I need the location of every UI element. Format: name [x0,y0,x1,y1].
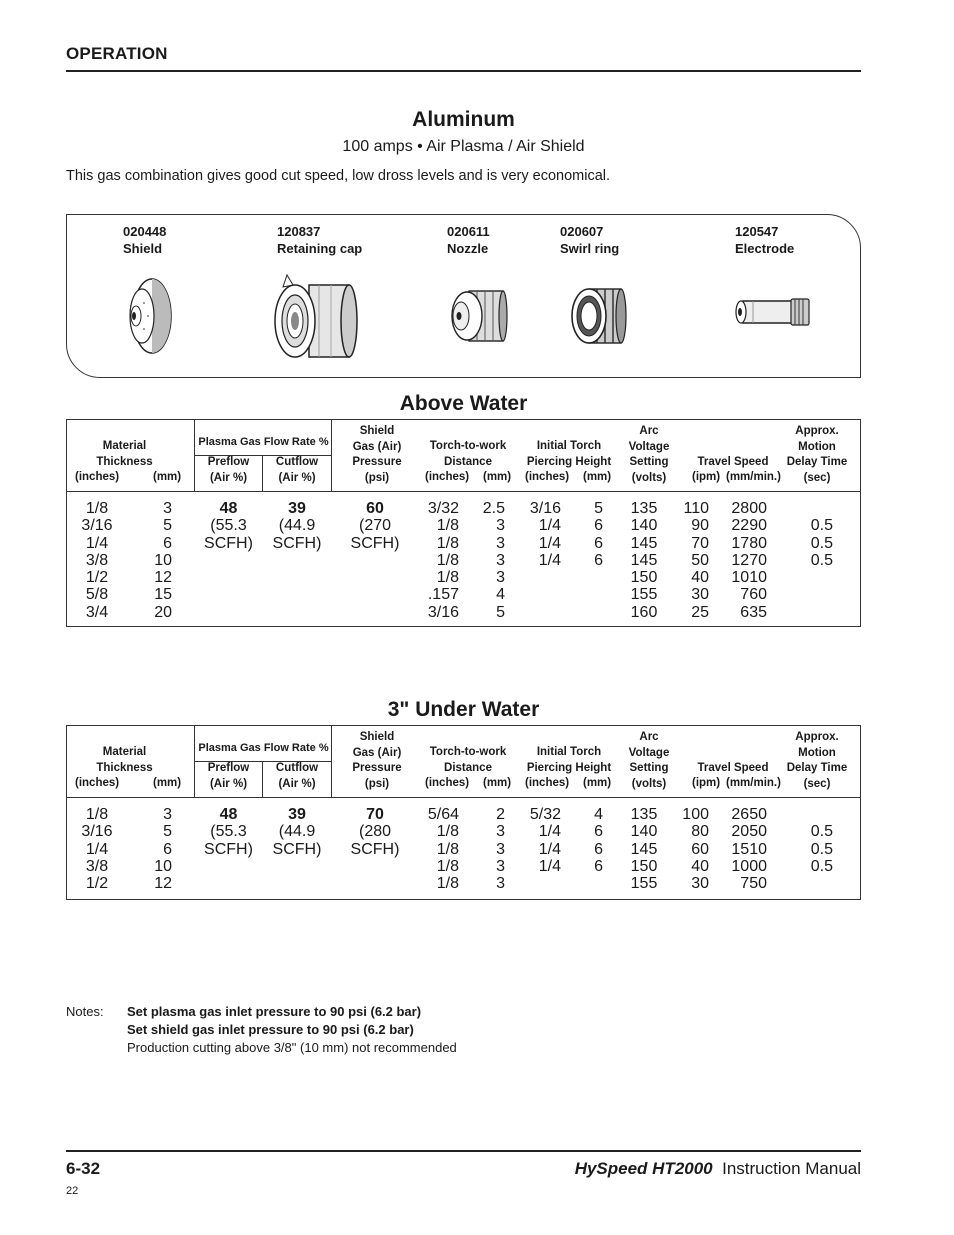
preflow-column [195,806,262,858]
table-cell: 110 [683,500,709,517]
consumables-panel [66,214,861,378]
table-cell: SCFH) [204,840,253,858]
table-cell: 30 [691,875,709,893]
torch-mm-column [467,500,505,621]
table-cell: 3/16 [427,603,459,621]
table-cell: 15 [154,586,172,604]
thickness-inches-column [72,806,122,892]
shield-gas-header: Shield Gas (Air) Pressure (psi) [352,731,402,790]
table-cell: 4 [496,586,505,604]
notes-lines [127,1003,457,1057]
table-cell: 1/8 [436,840,459,858]
table-cell: 4 [594,806,603,823]
part-number: 020611 [447,224,490,239]
mm-min-column [717,806,767,892]
table-cell: SCFH) [272,534,322,552]
table-cell: 90 [691,517,709,535]
torch-distance-header: Torch-to-work Distance [429,746,507,774]
table-cell: 3/16 [81,517,113,535]
table-cell: 5 [594,500,603,517]
thickness-inches-column [72,500,122,621]
table-cell: 1/4 [538,857,561,875]
part-name: Electrode [735,241,795,256]
table-cell: 0.5 [810,551,833,569]
table-cell: 145 [630,534,658,552]
table-cell: 25 [691,603,709,621]
table-cell: 12 [154,875,172,893]
pierce-height-header: Initial Torch Piercing Height [526,440,612,468]
manual-label: Instruction Manual [722,1159,861,1178]
table-cell: 5 [496,603,505,621]
part-number: 120837 [277,224,321,239]
table-cell: 150 [630,569,658,587]
material-subtitle: 100 amps • Air Plasma / Air Shield [342,138,585,155]
table-cell: 1510 [731,840,767,858]
table-cell: 3 [496,875,505,893]
table-cell: 135 [630,500,658,517]
table-cell: 1000 [731,857,767,875]
table-cell: 1/8 [436,569,459,587]
pierce-inches-column [517,806,561,875]
pierce-inches-column [517,500,561,569]
under-water-table: Material Thickness (inches) (mm) Plasma Gas Flow Rate % Preflow (Air %) Cutflow (Air %) Shield Gas (Air) Pressure (psi) Torch-to-work Distance (inches) (mm) Initial Torch Piercing Height (inches) (mm) Arc Voltage Setting (volts) Travel Speed (ipm) (mm/min.) Approx. Motion Delay Time (sec) 1/8 3/16 1/4 3/8 1/2 3 5 6 10 12 48 (55.3 SCFH) 39 (44.9 SCFH) 70 (280 SCFH) 5/64 1/8 1/8 1/8 1/8 2 3 3 3 3 5/32 1/4 1/4 1/4 4 6 6 6 135 140 145 150 155 100 80 60 40 30 2650 2050 1510 1000 750 0.5 0.5 0.5 [66,725,861,900]
table-cell: 1/4 [538,534,561,552]
inches-header: (inches) [75,471,120,483]
above-water-title: Above Water [399,392,528,415]
table-cell [787,500,833,517]
table-cell: SCFH) [350,534,400,552]
table-cell: .157 [427,586,459,604]
table-cell: 10 [154,551,172,569]
table-cell: 1/8 [436,551,459,569]
table-cell: 2050 [731,823,767,841]
table-cell: 70 [691,534,709,552]
table-cell: 3 [163,806,172,823]
table-cell: 145 [630,551,658,569]
part-swirl-ring [560,223,619,257]
table-cell: 12 [154,569,172,587]
table-cell: 70 [366,806,384,823]
pierce-mm-column [567,500,603,569]
intro-text: This gas combination gives good cut speed, low dross levels and is very economical. [66,168,611,184]
preflow-column [195,500,262,552]
table-cell: 60 [366,500,384,517]
part-name: Retaining cap [277,241,363,256]
nozzle-icon [447,285,509,352]
travel-speed-header: Travel Speed [697,456,769,468]
table-cell: 2 [496,806,505,823]
table-cell: 80 [691,823,709,841]
table-cell: 0.5 [810,823,833,841]
table-cell: 3 [496,551,505,569]
table-cell: 1/8 [85,500,109,517]
shield-pressure-column [335,806,415,858]
table-cell: 1/8 [436,534,459,552]
table-cell: 2800 [731,500,767,517]
mm-header: (mm) [153,471,182,483]
ipm-column [677,500,709,621]
table-cell: 1/4 [538,823,561,841]
table-cell: 1/8 [436,857,459,875]
part-retaining-cap [277,223,362,257]
material-header: Material Thickness [96,440,153,468]
table-cell: 6 [594,551,603,569]
part-number: 020448 [123,224,167,239]
table-cell: 5/8 [85,586,109,604]
table-cell: 10 [154,857,172,875]
table-cell: 1/8 [436,823,459,841]
bottom-rule [66,1150,861,1152]
mm-min-column [717,500,767,621]
electrode-icon [731,295,813,334]
part-name: Shield [123,241,163,256]
thickness-mm-column [127,500,172,621]
table-cell: (55.3 [210,823,247,841]
delay-time-header: Approx. Motion Delay Time (sec) [786,425,848,484]
table-cell: 760 [740,586,767,604]
table-cell: 6 [594,840,603,858]
preflow-header: Preflow (Air %) [207,762,250,790]
cutflow-column [263,500,331,552]
table-cell: 135 [630,806,658,823]
table-cell: 1780 [731,534,767,552]
section-header: OPERATION [66,44,168,63]
torch-mm-column [467,806,505,892]
table-cell: 5/32 [529,806,561,823]
arc-voltage-header: Arc Voltage Setting (volts) [628,425,670,484]
table-cell: 6 [163,840,172,858]
table-cell: 155 [630,875,658,893]
manual-title [575,1159,861,1179]
table-cell: 1/4 [538,840,561,858]
table-cell: 5 [163,517,172,535]
table-cell: 48 [219,806,238,823]
table-cell: 1/4 [538,517,561,535]
table-cell: 0.5 [810,534,833,552]
table-cell: SCFH) [272,840,322,858]
small-page-number: 22 [66,1185,79,1197]
delay-time-header: Approx. Motion Delay Time (sec) [786,731,848,790]
arc-voltage-header: Arc Voltage Setting (volts) [628,731,670,790]
table-cell: 750 [740,875,767,893]
top-rule [66,70,861,72]
travel-speed-header: Travel Speed [697,762,769,774]
table-cell: 3 [496,823,505,841]
table-cell: 6 [594,517,603,535]
table-cell: 140 [630,823,658,841]
delay-column [787,500,833,569]
table-cell: (44.9 [278,823,316,841]
part-name: Swirl ring [560,241,620,256]
note-line: Production cutting above 3/8" (10 mm) not recommended [127,1040,457,1055]
delay-column [787,806,833,875]
table-cell: 100 [682,806,709,823]
table-cell: 0.5 [810,517,833,535]
above-water-table: Material Thickness (inches) (mm) Plasma Gas Flow Rate % Preflow (Air %) Cutflow (Air %) Shield Gas (Air) Pressure (psi) Torch-to-work Distance (inches) (mm) Initial Torch Piercing Height (inches) (mm) Arc Voltage Setting (volts) Travel Speed (ipm) (mm/min.) Approx. Motion Delay Time (sec) 1/8 3/16 1/4 3/8 1/2 5/8 3/4 3 5 6 10 12 15 20 48 (55.3 SCFH) 39 (44.9 SCFH) 60 (270 SCFH) 3/32 1/8 1/8 1/8 1/8 .157 3/16 2.5 3 3 3 3 4 5 3/16 1/4 1/4 1/4 5 6 6 6 135 140 145 145 150 155 160 110 90 70 50 40 30 25 2800 2290 1780 1270 1010 760 635 0.5 0.5 0.5 [66,419,861,627]
table-cell: 40 [691,857,709,875]
table-cell: 50 [691,551,709,569]
table-cell: 1/4 [85,840,109,858]
table-cell: 6 [594,534,603,552]
table-cell: 20 [154,603,172,621]
table-cell: 145 [630,840,658,858]
preflow-header: Preflow (Air %) [207,456,250,484]
table-cell [787,806,833,823]
table-cell: (270 [358,517,392,535]
arc-voltage-column [622,500,666,621]
table-cell: 1/2 [85,875,109,893]
table-cell: 160 [630,603,658,621]
table-cell: 0.5 [810,840,833,858]
table-cell: (280 [358,823,392,841]
shield-part-icon [122,275,174,362]
part-nozzle [447,223,490,257]
table-cell: 2.5 [482,500,505,517]
swirl-ring-icon [567,285,629,352]
table-cell: 1/4 [538,551,561,569]
table-cell: 6 [163,534,172,552]
part-shield [123,223,166,257]
cutflow-header: Cutflow (Air %) [275,456,319,484]
table-cell: 3 [496,534,505,552]
part-number: 020607 [560,224,604,239]
shield-pressure-column [335,500,415,552]
ipm-column [677,806,709,892]
material-header: Material Thickness [96,746,153,774]
part-name: Nozzle [447,241,489,256]
pierce-mm-column [567,806,603,875]
table-cell: 1/2 [85,569,109,587]
plasma-flow-header: Plasma Gas Flow Rate % [198,436,329,448]
part-number: 120547 [735,224,779,239]
note-line: Set plasma gas inlet pressure to 90 psi (6.2 bar) [127,1004,422,1019]
table-cell: 3 [496,857,505,875]
cutflow-header: Cutflow (Air %) [275,762,319,790]
table-cell: 635 [740,603,767,621]
table-cell: SCFH) [204,534,253,552]
table-cell: 2650 [731,806,767,823]
table-cell: 0.5 [810,857,833,875]
table-cell: 3/4 [85,603,109,621]
note-line: Set shield gas inlet pressure to 90 psi (6.2 bar) [127,1022,414,1037]
table-cell: 3/16 [81,823,113,841]
table-cell: 3/16 [529,500,561,517]
table-cell: 3 [496,840,505,858]
torch-inches-column [417,806,459,892]
pierce-height-header: Initial Torch Piercing Height [526,746,612,774]
cutflow-column [263,806,331,858]
notes-block [66,1003,861,1063]
table-cell: 3 [496,569,505,587]
table-cell: 6 [594,823,603,841]
table-cell: 3/8 [85,551,109,569]
material-title: Aluminum [412,108,515,131]
table-cell: 39 [288,500,306,517]
table-cell: 155 [630,586,658,604]
table-cell: 1/4 [85,534,109,552]
page-number: 6-32 [66,1159,101,1178]
arc-voltage-column [622,806,666,892]
table-cell: 150 [630,857,658,875]
table-cell: (44.9 [278,517,316,535]
shield-gas-header: Shield Gas (Air) Pressure (psi) [352,425,402,484]
table-cell: 1/8 [436,875,459,893]
thickness-mm-column [127,806,172,892]
under-water-title: 3" Under Water [387,698,540,721]
table-cell: SCFH) [350,840,400,858]
table-cell: 2290 [731,517,767,535]
table-cell: 60 [691,840,709,858]
table-cell: 3 [163,500,172,517]
table-cell: 1/8 [85,806,109,823]
table-cell: 1270 [731,551,767,569]
part-electrode [735,223,794,257]
table-cell: (55.3 [210,517,247,535]
retaining-cap-icon [269,271,361,368]
notes-label: Notes: [66,1004,104,1019]
table-cell: 5/64 [427,806,459,823]
brand-name: HySpeed HT2000 [574,1159,713,1178]
table-cell: 6 [594,857,603,875]
torch-inches-column [417,500,459,621]
table-cell: 5 [163,823,172,841]
table-cell: 3/32 [427,500,459,517]
table-cell: 140 [630,517,658,535]
table-cell: 3/8 [85,857,109,875]
torch-distance-header: Torch-to-work Distance [429,440,507,468]
table-cell: 30 [691,586,709,604]
table-cell: 40 [691,569,709,587]
table-cell: 48 [219,500,238,517]
table-cell: 1010 [731,569,767,587]
table-cell: 3 [496,517,505,535]
table-cell: 39 [288,806,306,823]
table-cell: 1/8 [436,517,459,535]
plasma-flow-header: Plasma Gas Flow Rate % [198,742,329,754]
